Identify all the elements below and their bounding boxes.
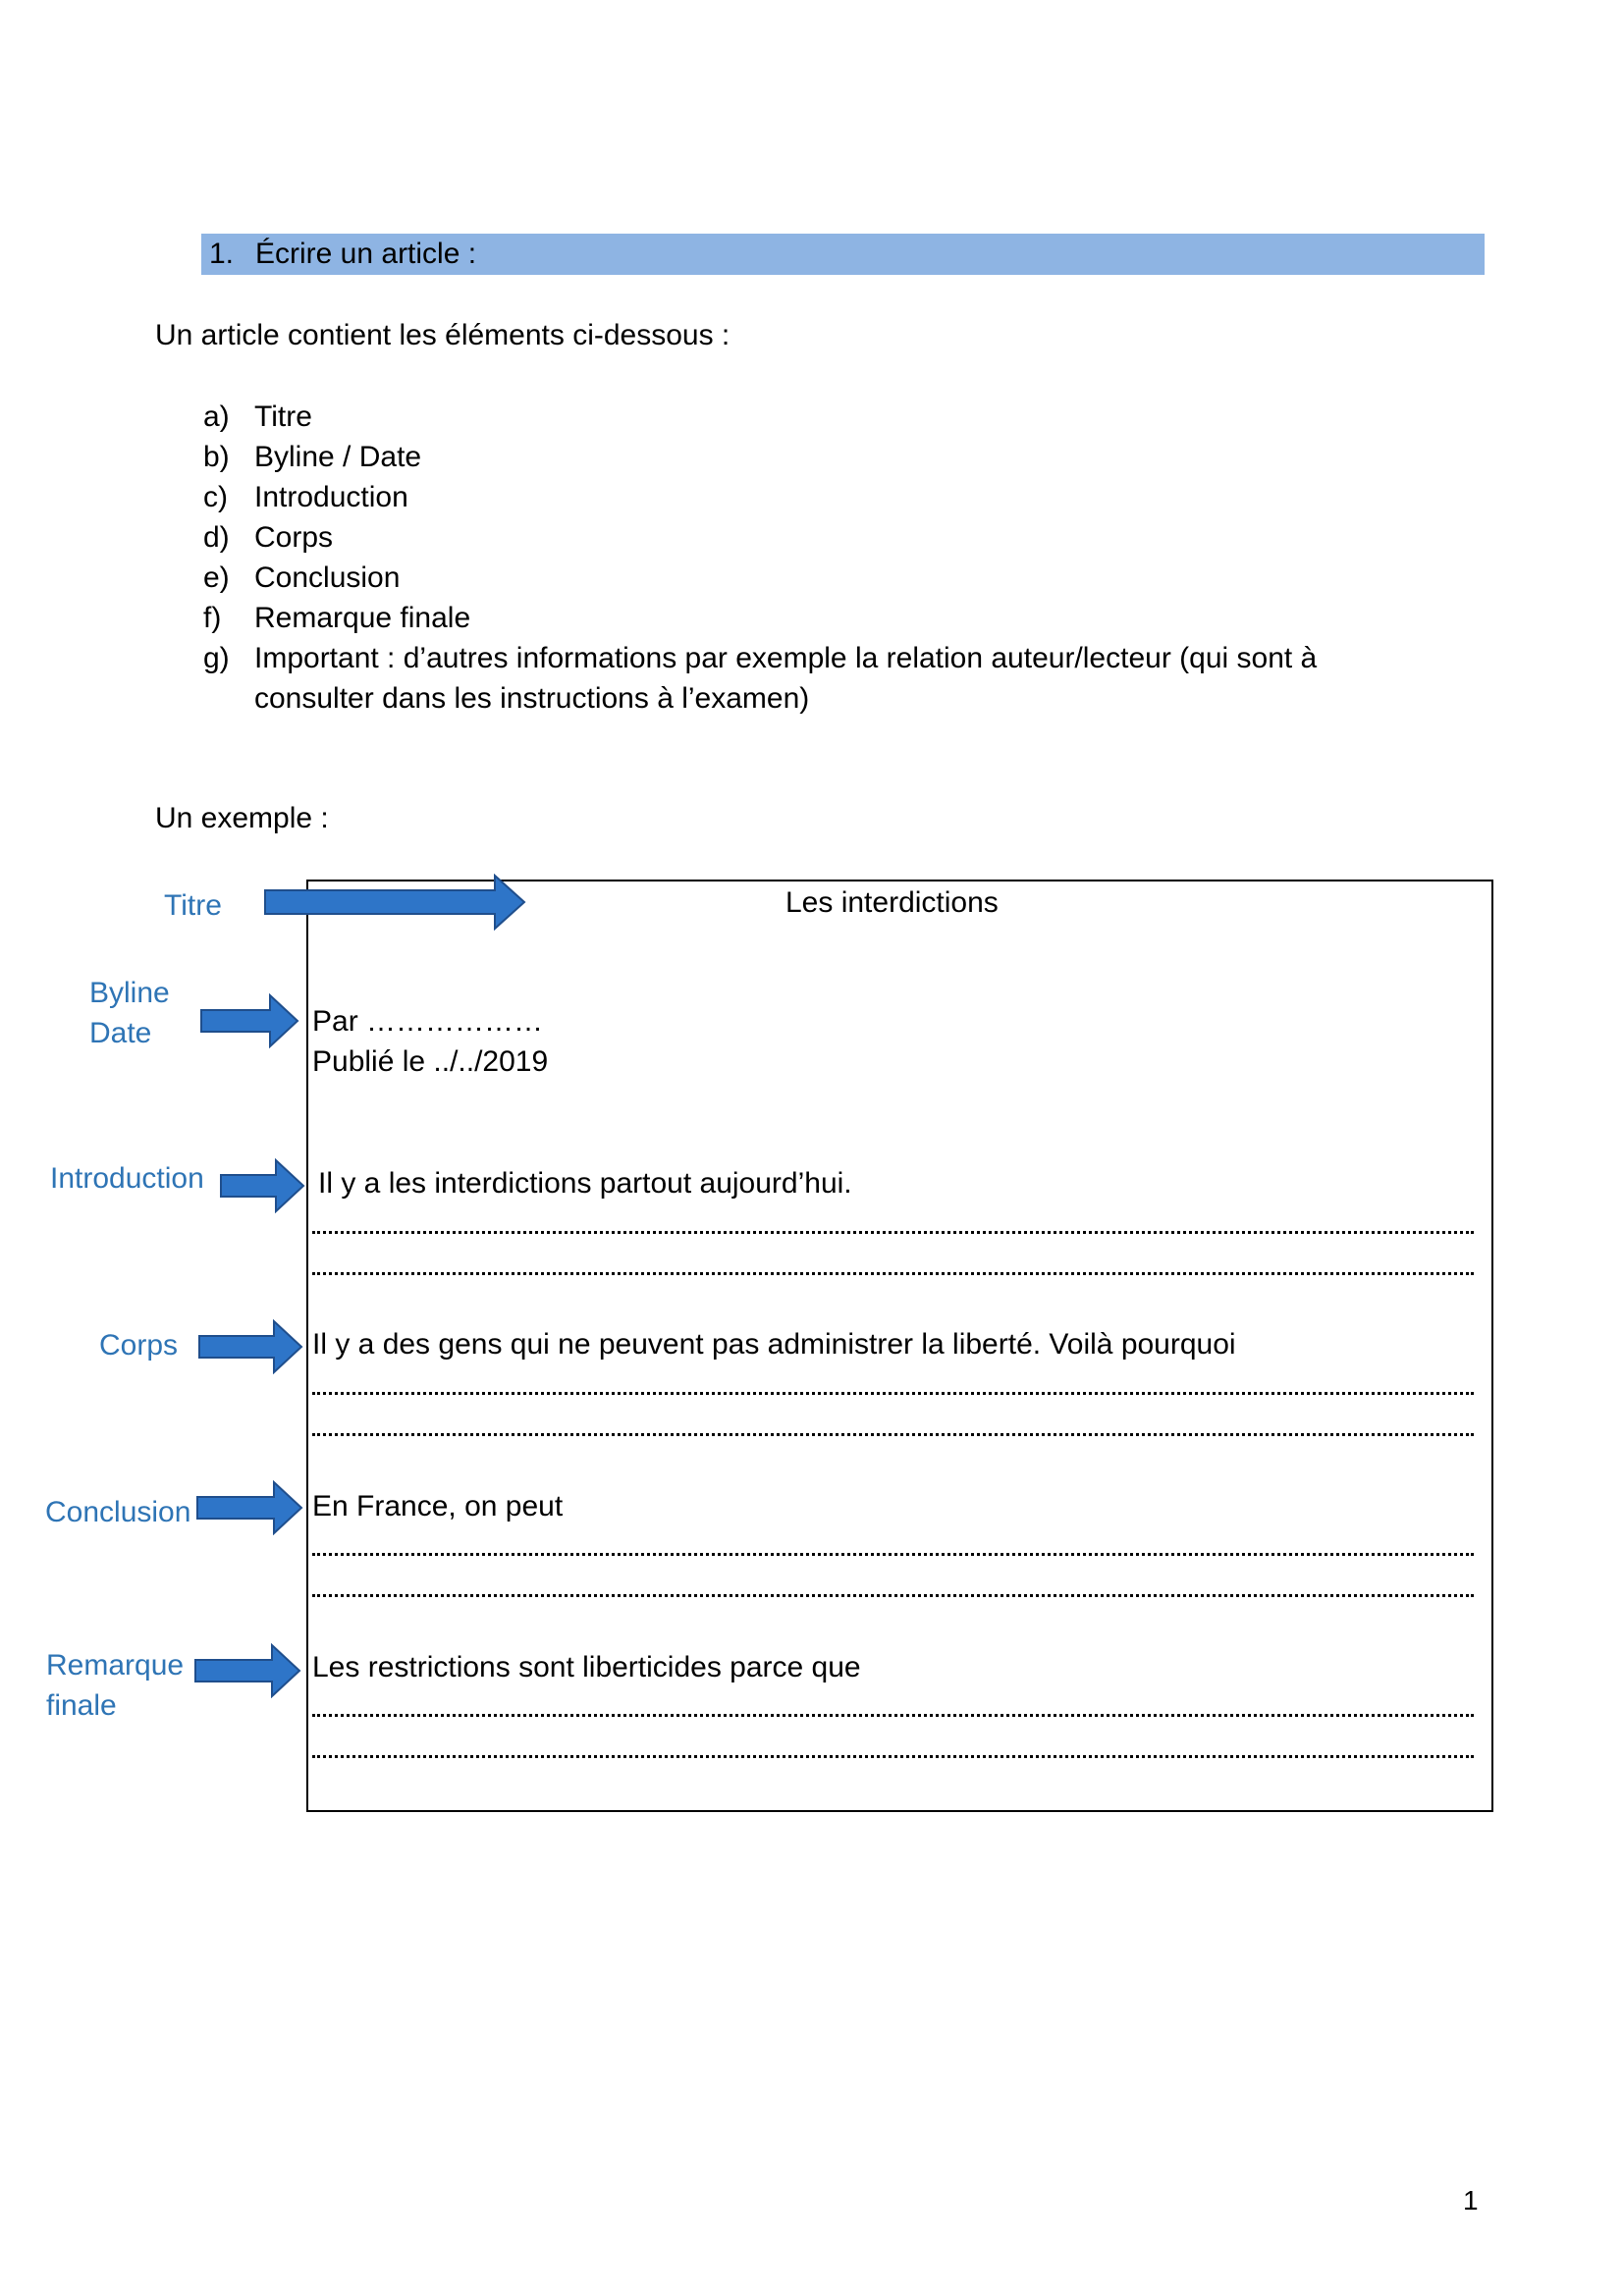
right-arrow-icon bbox=[193, 1643, 303, 1698]
page-number: 1 bbox=[1463, 2185, 1479, 2216]
list-item bbox=[203, 598, 1317, 638]
label-byline: Byline bbox=[89, 977, 170, 1009]
list-item-text-continued: consulter dans les instructions à l’examen) bbox=[254, 682, 810, 715]
article-introduction: Il y a les interdictions partout aujourd’hui. bbox=[318, 1167, 852, 1200]
article-corps: Il y a des gens qui ne peuvent pas administrer la liberté. Voilà pourquoi bbox=[312, 1328, 1236, 1361]
list-item bbox=[203, 638, 1317, 719]
label-conclusion: Conclusion bbox=[45, 1496, 191, 1528]
list-marker: e) bbox=[203, 561, 230, 594]
right-arrow-icon bbox=[199, 993, 301, 1048]
article-date: Publié le ../../2019 bbox=[312, 1045, 549, 1078]
section-heading bbox=[201, 234, 1485, 275]
list-marker: d) bbox=[203, 521, 230, 554]
article-title: Les interdictions bbox=[785, 886, 999, 919]
list-item bbox=[203, 397, 1317, 437]
right-arrow-icon bbox=[197, 1319, 305, 1374]
dotted-line bbox=[312, 1755, 1474, 1758]
list-marker: f) bbox=[203, 602, 222, 634]
list-item-text: Important : d’autres informations par exemple la relation auteur/lecteur (qui sont à bbox=[254, 642, 1318, 674]
list-item-text: Remarque finale bbox=[254, 602, 471, 634]
intro-text: Un article contient les éléments ci-dessous : bbox=[155, 319, 730, 351]
right-arrow-icon bbox=[219, 1158, 307, 1213]
section-title: Écrire un article : bbox=[255, 238, 477, 270]
dotted-line bbox=[312, 1433, 1474, 1436]
label-remarque: Remarque bbox=[46, 1649, 185, 1682]
dotted-line bbox=[312, 1272, 1474, 1275]
section-number: 1. bbox=[209, 238, 235, 270]
list-item bbox=[203, 477, 1317, 517]
dotted-line bbox=[312, 1392, 1474, 1395]
label-titre: Titre bbox=[164, 889, 222, 922]
dotted-line bbox=[312, 1553, 1474, 1556]
dotted-line bbox=[312, 1231, 1474, 1234]
article-remarque: Les restrictions sont liberticides parce que bbox=[312, 1651, 861, 1683]
right-arrow-icon bbox=[263, 874, 528, 931]
list-item bbox=[203, 558, 1317, 598]
list-marker: a) bbox=[203, 400, 230, 433]
label-date: Date bbox=[89, 1017, 152, 1049]
dotted-line bbox=[312, 1594, 1474, 1597]
list-item-text: Titre bbox=[254, 400, 312, 433]
list-item-text: Byline / Date bbox=[254, 441, 422, 473]
list-item-text: Conclusion bbox=[254, 561, 401, 594]
label-finale: finale bbox=[46, 1689, 117, 1722]
list-item bbox=[203, 517, 1317, 558]
list-marker: b) bbox=[203, 441, 230, 473]
example-label: Un exemple : bbox=[155, 802, 329, 834]
article-conclusion: En France, on peut bbox=[312, 1490, 564, 1522]
label-corps: Corps bbox=[99, 1329, 179, 1362]
right-arrow-icon bbox=[195, 1480, 305, 1535]
list-item bbox=[203, 437, 1317, 477]
list-marker: c) bbox=[203, 481, 228, 513]
elements-list bbox=[203, 397, 1317, 719]
list-item-text: Introduction bbox=[254, 481, 408, 513]
label-introduction: Introduction bbox=[50, 1162, 204, 1195]
article-byline: Par ……………… bbox=[312, 1005, 544, 1038]
list-item-text: Corps bbox=[254, 521, 334, 554]
list-marker: g) bbox=[203, 642, 230, 674]
dotted-line bbox=[312, 1714, 1474, 1717]
